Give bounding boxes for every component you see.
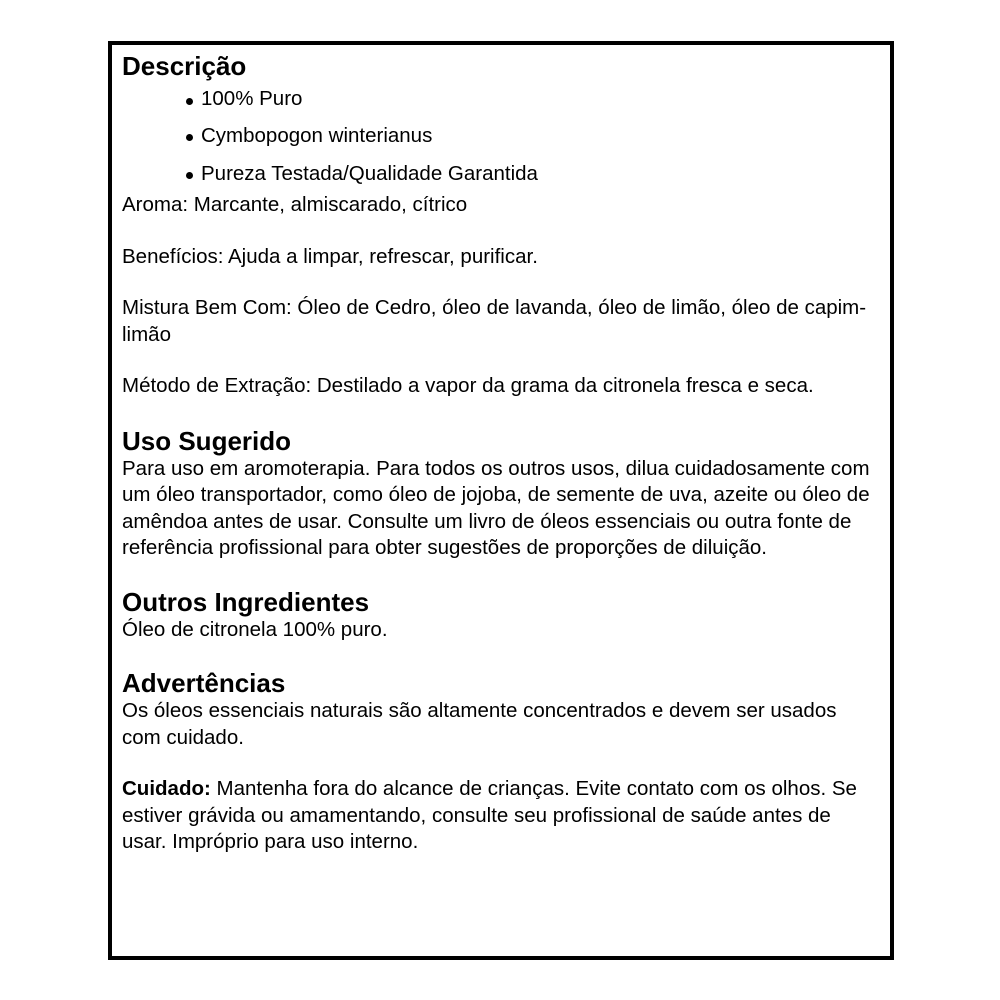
list-item: [186, 81, 874, 117]
beneficios-text: Benefícios: Ajuda a limpar, refrescar, purificar.: [122, 244, 538, 268]
metodo-text: Método de Extração: Destilado a vapor da grama da citronela fresca e seca.: [122, 374, 814, 397]
bullet-icon: [186, 134, 193, 141]
uso-sugerido-text: Para uso em aromoterapia. Para todos os outros usos, dilua cuidadosamente com um óleo transportador, como óleo de jojoba, de semente de uva, azeite ou óleo de amêndoa antes de usar. Consulte um livro de óleos essenciais ou outra fonte de referência profissional para obter sugestões de proporções de diluição.: [122, 456, 870, 559]
cuidado-text: Mantenha fora do alcance de crianças. Evite contato com os olhos. Se estiver grávida ou amamentando, consulte seu profissional de saúde antes de usar. Impróprio para uso interno.: [122, 777, 857, 853]
descricao-heading: Descrição: [122, 51, 247, 81]
aroma-text: Aroma: Marcante, almiscarado, cítrico: [122, 193, 468, 216]
outros-ingredientes-text: Óleo de citronela 100% puro.: [122, 617, 388, 641]
bullet-text: 100% Puro: [201, 87, 303, 110]
list-item: [186, 117, 874, 155]
mistura-text: Mistura Bem Com: Óleo de Cedro, óleo de lavanda, óleo de limão, óleo de capim-limão: [122, 296, 867, 346]
bullet-icon: [186, 98, 193, 105]
cuidado-label: Cuidado:: [122, 777, 211, 800]
cuidado-paragraph: [122, 776, 874, 856]
descricao-bullet-list: [122, 81, 874, 192]
product-info-content: [122, 51, 874, 856]
advertencias-text: Os óleos essenciais naturais são altamente concentrados e devem ser usados com cuidado.: [122, 699, 837, 749]
bullet-icon: [186, 172, 193, 179]
advertencias-heading: Advertências: [122, 668, 286, 698]
list-item: [186, 155, 874, 193]
outros-ingredientes-heading: Outros Ingredientes: [122, 586, 370, 617]
bullet-text: Pureza Testada/Qualidade Garantida: [201, 161, 538, 185]
product-info-panel: [108, 41, 894, 960]
bullet-text: Cymbopogon winterianus: [201, 124, 433, 147]
uso-sugerido-heading: Uso Sugerido: [122, 425, 292, 456]
